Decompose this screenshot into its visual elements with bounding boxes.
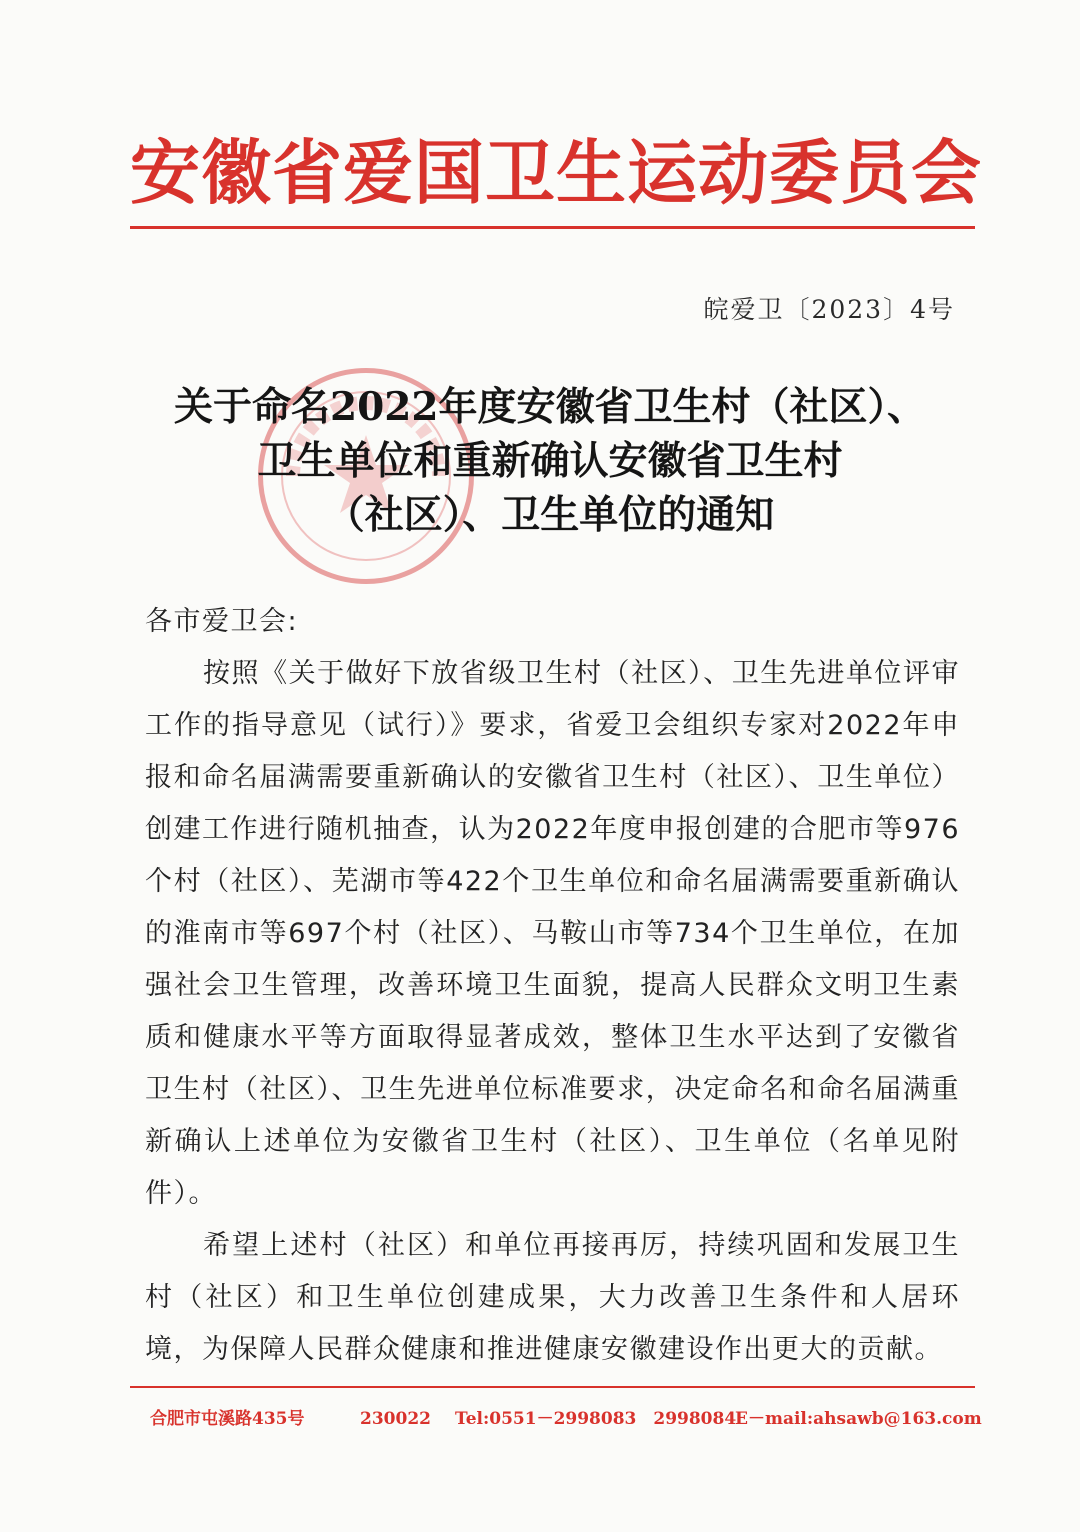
salutation: 各市爱卫会:: [145, 606, 299, 637]
notice-body: [145, 596, 960, 1376]
footer-postcode: 230022: [360, 1409, 431, 1429]
letterhead-red-rule: [130, 226, 975, 229]
notice-title: [120, 380, 980, 542]
footer-telephone: Tel:0551－2998083 2998084: [455, 1409, 737, 1429]
letterhead-footer: [150, 1404, 982, 1434]
document-number: 皖爱卫〔2023〕4号: [703, 295, 955, 324]
title-line-1: 关于命名2022年度安徽省卫生村（社区）、: [173, 384, 927, 430]
body-paragraph-2: 希望上述村（社区）和单位再接再厉，持续巩固和发展卫生村（社区）和卫生单位创建成果，大力改善卫生条件和人居环境，为保障人民群众健康和推进健康安徽建设作出更大的贡献。: [145, 1230, 960, 1365]
footer-address: 合肥市屯溪路435号: [150, 1409, 305, 1429]
title-line-2: 卫生单位和重新确认安徽省卫生村: [257, 438, 843, 484]
footer-email: E－mail:ahsawb@163.com: [735, 1409, 982, 1429]
footer-red-rule: [130, 1386, 975, 1388]
title-line-3: （社区）、卫生单位的通知: [325, 492, 775, 538]
letterhead-organization: 安徽省爱国卫生运动委员会: [130, 131, 982, 214]
body-paragraph-1: 按照《关于做好下放省级卫生村（社区）、卫生先进单位评审工作的指导意见（试行）》要求，省爱卫会组织专家对2022年申报和命名届满需要重新确认的安徽省卫生村（社区）、卫生单位）创建工作进行随机抽查，认为2022年度申报创建的合肥市等976个村（社区）、芜湖市等422个卫生单位和命名届满需要重新确认的淮南市等697个村（社区）、马鞍山市等734个卫生单位，在加强社会卫生管理，改善环境卫生面貌，提高人民群众文明卫生素质和健康水平等方面取得显著成效，整体卫生水平达到了安徽省卫生村（社区）、卫生先进单位标准要求，决定命名和命名届满重新确认上述单位为安徽省卫生村（社区）、卫生单位（名单见附件）。: [145, 658, 960, 1209]
